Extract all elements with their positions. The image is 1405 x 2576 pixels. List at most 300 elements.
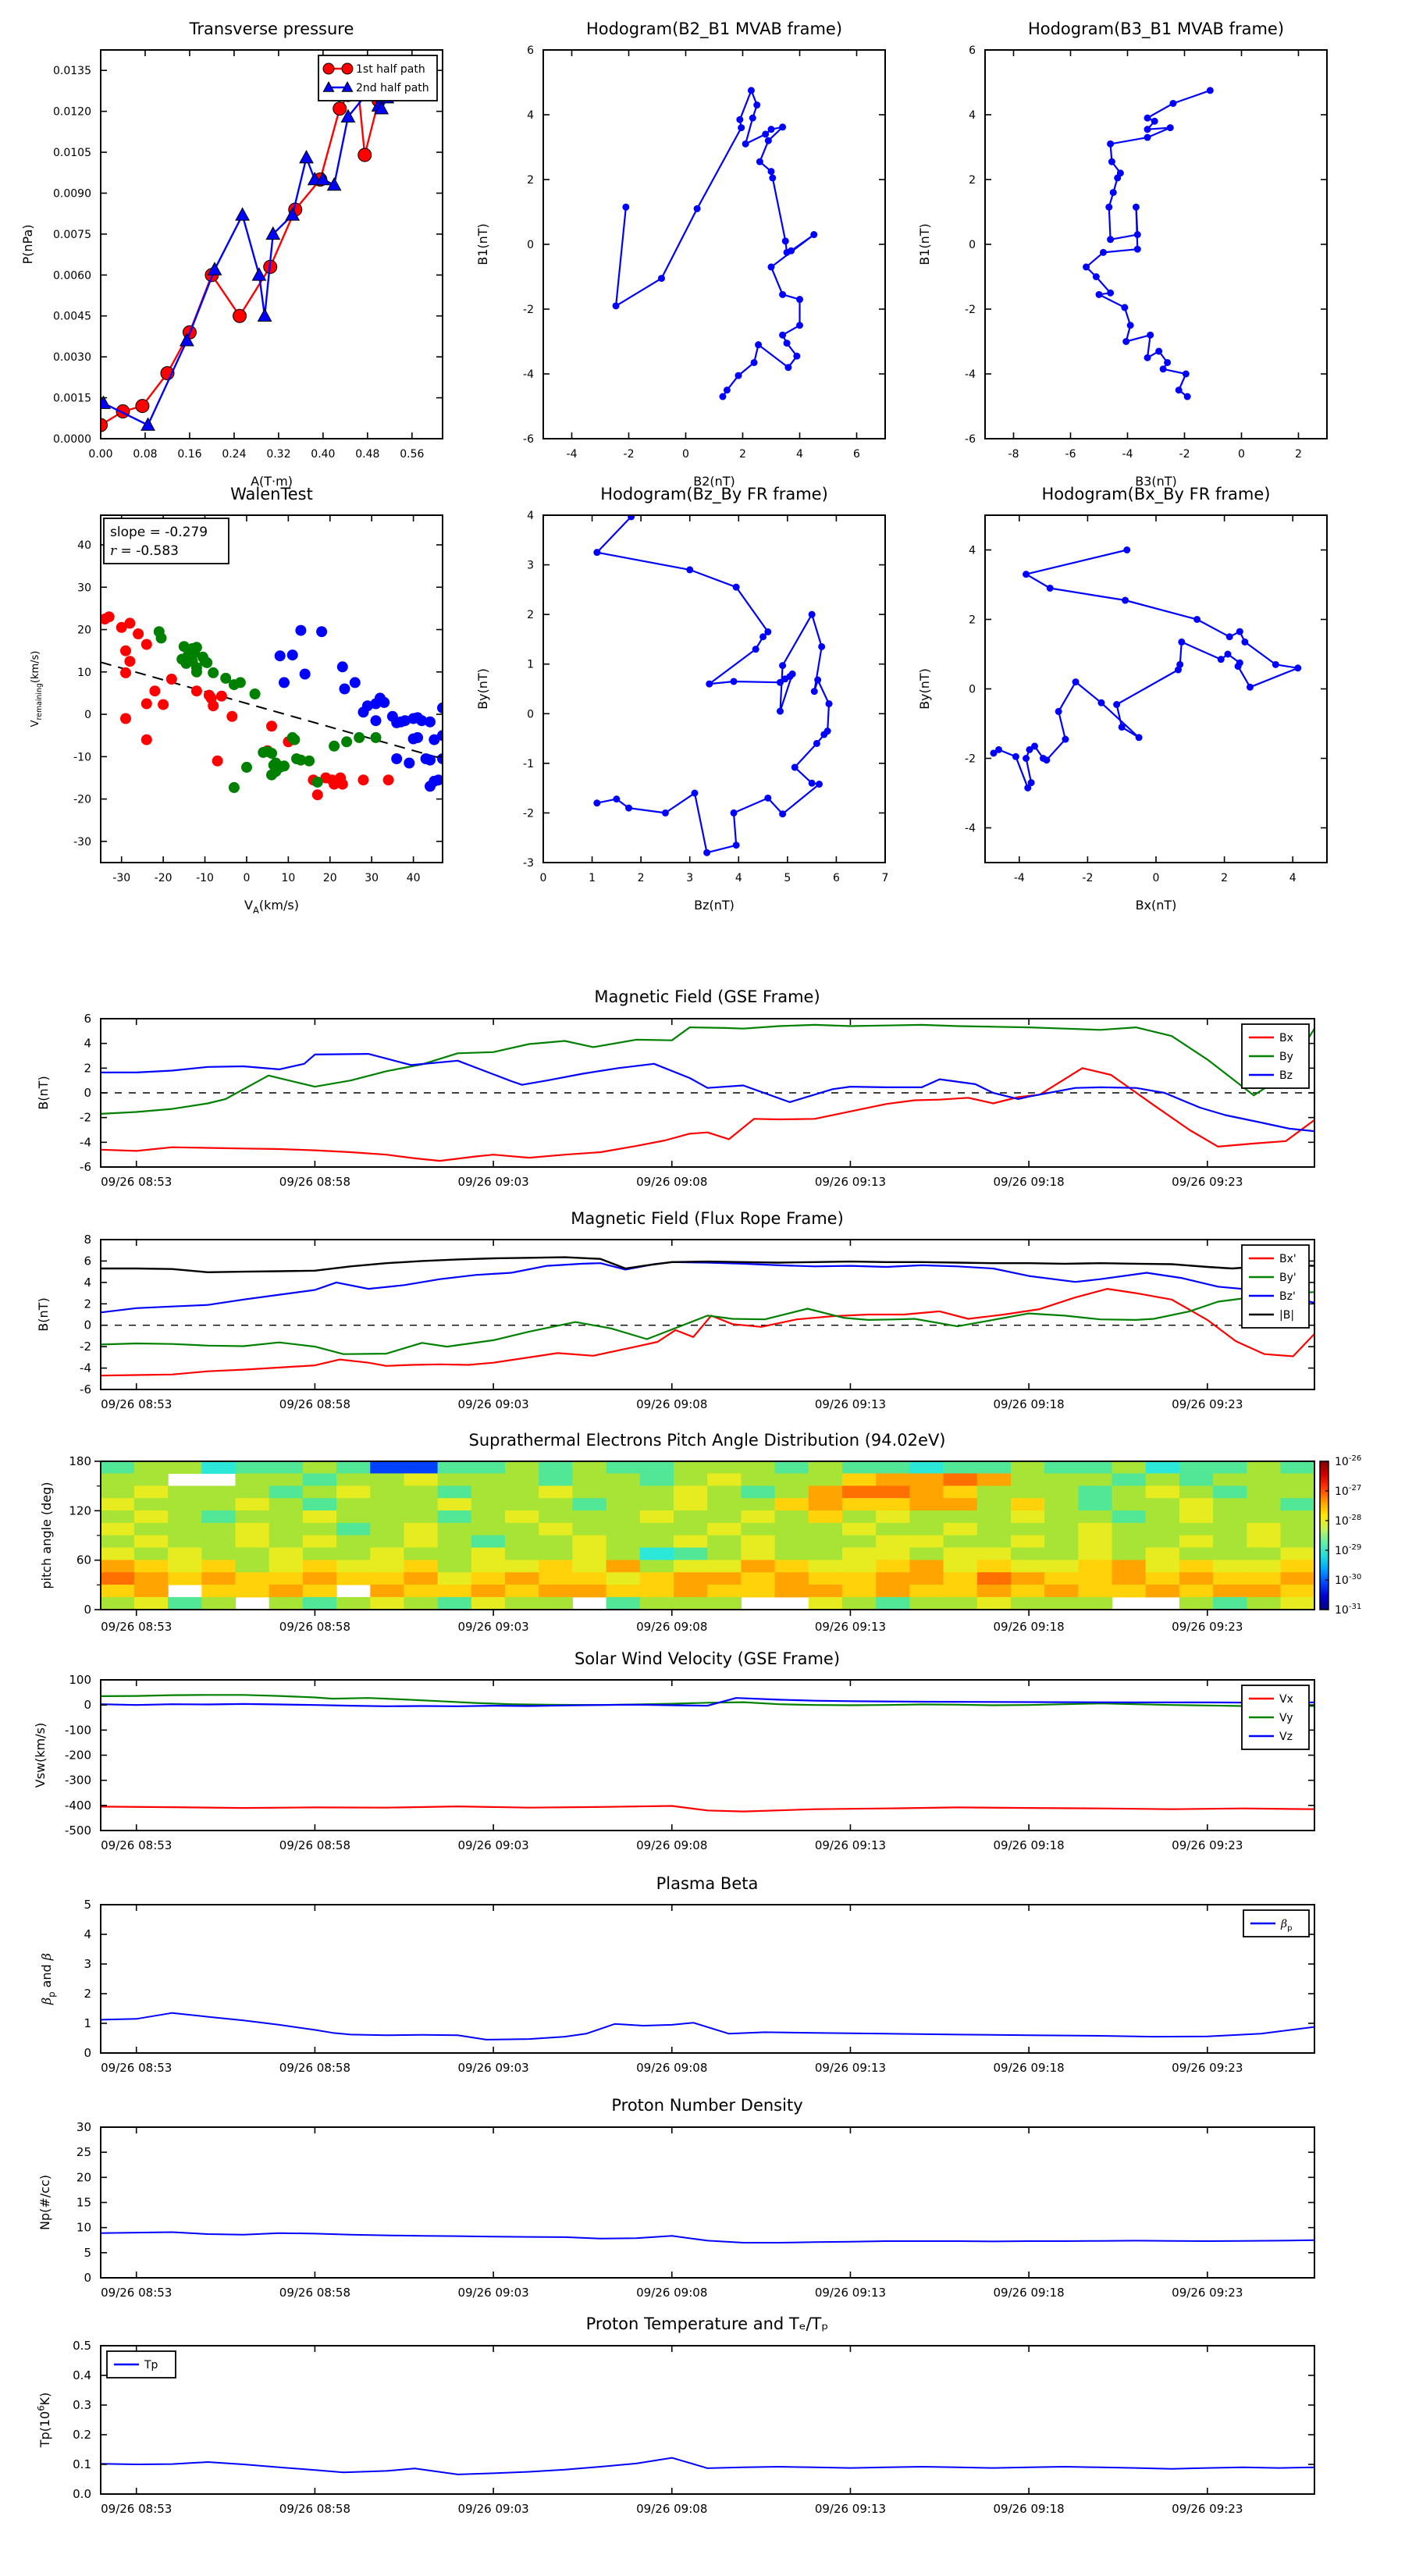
marker-dot xyxy=(736,116,743,123)
x-tick-label: -4 xyxy=(1013,872,1025,884)
x-tick-label: 09/26 09:18 xyxy=(993,1175,1065,1189)
marker-dot xyxy=(1226,633,1233,640)
annotation-line: r = -0.583 xyxy=(110,543,179,559)
y-tick-label: 2 xyxy=(969,614,976,627)
marker-dot xyxy=(1047,585,1054,592)
y-tick-label: -4 xyxy=(523,368,534,381)
y-tick-label: 2 xyxy=(84,1061,91,1076)
x-tick-label: 0 xyxy=(1238,448,1245,461)
y-tick-label: 0.0045 xyxy=(53,310,91,323)
x-tick-label: 7 xyxy=(881,872,889,884)
colorbar-tick-label: $10^{-27}$ xyxy=(1335,1484,1362,1498)
y-tick-label: 0.1 xyxy=(73,2457,91,2471)
marker-dot xyxy=(809,780,816,787)
y-tick-label: 6 xyxy=(527,44,534,57)
colorbar-tick-label: $10^{-29}$ xyxy=(1335,1543,1362,1557)
x-tick-label: 09/26 09:08 xyxy=(636,1838,708,1852)
x-tick-label: 09/26 09:03 xyxy=(457,1838,529,1852)
x-tick-label: 09/26 09:18 xyxy=(993,1397,1065,1411)
x-axis-label: A(T·m) xyxy=(251,474,293,489)
y-tick-label: 100 xyxy=(69,1673,91,1687)
marker-dot xyxy=(1169,100,1176,107)
y-tick-label: 30 xyxy=(76,2120,91,2134)
legend-label: By xyxy=(1279,1051,1293,1063)
x-tick-label: 4 xyxy=(1289,872,1297,884)
marker-dot xyxy=(826,700,833,707)
x-tick-label: 09/26 09:13 xyxy=(814,1838,887,1852)
panel-hodogram-bz-by xyxy=(475,510,888,913)
x-tick-label: -10 xyxy=(196,872,214,884)
y-tick-label: -4 xyxy=(80,1361,91,1375)
y-tick-label: 20 xyxy=(77,624,91,637)
y-tick-label: 0.5 xyxy=(73,2339,91,2353)
x-tick-label: 0.48 xyxy=(355,448,380,461)
legend-label: 1st half path xyxy=(356,63,425,76)
y-tick-label: 0.0015 xyxy=(53,392,91,405)
y-tick-label: -30 xyxy=(73,835,91,849)
marker-dot xyxy=(1247,684,1254,691)
y-axis-label: B1(nT) xyxy=(917,223,932,265)
marker-dot xyxy=(593,799,600,806)
y-axis-label: $\beta_p$ and β xyxy=(39,1952,57,2005)
marker-dot xyxy=(706,681,713,688)
y-tick-label: 2 xyxy=(969,174,976,187)
marker-dot xyxy=(1108,158,1115,165)
marker-dot xyxy=(784,364,791,371)
panel-title-proton-density: Proton Number Density xyxy=(611,2096,803,2115)
x-tick-label: -2 xyxy=(623,448,635,461)
panel-title-walen-test: WalenTest xyxy=(230,485,313,503)
y-tick-label: -1 xyxy=(523,757,534,770)
x-tick-label: 09/26 09:23 xyxy=(1172,2061,1243,2075)
marker-dot xyxy=(820,731,827,738)
panel-magnetic-field-gse xyxy=(36,1012,1314,1189)
legend-label: |B| xyxy=(1279,1309,1295,1322)
marker-dot xyxy=(1105,204,1112,211)
marker-dot xyxy=(755,341,762,348)
plot-background xyxy=(101,2127,1314,2278)
y-tick-label: 4 xyxy=(527,109,534,122)
x-tick-label: 09/26 08:53 xyxy=(101,1620,173,1634)
x-tick-label: 09/26 08:58 xyxy=(279,2286,351,2300)
colorbar-tick-label: $10^{-30}$ xyxy=(1335,1573,1362,1587)
y-tick-label: -6 xyxy=(965,433,976,446)
y-tick-label: 4 xyxy=(84,1927,91,1941)
marker-dot xyxy=(779,123,786,130)
marker-dot xyxy=(1127,322,1134,329)
x-tick-label: 0.24 xyxy=(222,448,247,461)
marker-dot xyxy=(1062,736,1069,743)
x-tick-label: 3 xyxy=(686,872,694,884)
panel-hodogram-b2-b1 xyxy=(475,44,885,489)
plot-background xyxy=(985,50,1327,439)
x-tick-label: 09/26 09:03 xyxy=(457,2502,529,2516)
marker-dot xyxy=(662,809,669,817)
marker-dot xyxy=(779,332,786,339)
marker-dot xyxy=(1176,386,1183,393)
y-tick-label: 0.0105 xyxy=(53,147,91,160)
y-tick-label: -500 xyxy=(64,1823,91,1838)
colorbar xyxy=(1320,1454,1361,1617)
x-tick-label: -30 xyxy=(112,872,131,884)
x-tick-label: -4 xyxy=(566,448,578,461)
plot-background xyxy=(101,2346,1314,2494)
y-tick-label: 2 xyxy=(84,1297,91,1311)
panel-title-hodogram-bz-by: Hodogram(Bz_By FR frame) xyxy=(600,485,828,503)
marker-dot xyxy=(990,749,997,756)
panel-magnetic-field-fr xyxy=(36,1233,1314,1411)
marker-dot xyxy=(810,231,817,238)
y-tick-label: 0 xyxy=(84,2046,91,2060)
marker-dot xyxy=(738,124,745,131)
marker-dot xyxy=(1122,338,1129,345)
x-tick-label: 09/26 09:18 xyxy=(993,2286,1065,2300)
marker-dot xyxy=(764,795,771,802)
x-tick-label: 09/26 08:53 xyxy=(101,2061,173,2075)
marker-dot xyxy=(1183,371,1190,378)
x-tick-label: -6 xyxy=(1065,448,1076,461)
legend xyxy=(107,2351,176,2378)
x-tick-label: 09/26 08:58 xyxy=(279,1838,351,1852)
marker-dot xyxy=(1134,246,1141,253)
x-tick-label: 09/26 09:18 xyxy=(993,1620,1065,1634)
y-tick-label: -6 xyxy=(523,433,534,446)
x-tick-label: 09/26 09:13 xyxy=(814,1175,887,1189)
legend-label: By' xyxy=(1279,1272,1297,1284)
x-tick-label: 0.16 xyxy=(177,448,202,461)
y-tick-label: 0 xyxy=(84,2271,91,2285)
marker-dot xyxy=(796,296,803,303)
marker-dot xyxy=(703,849,710,856)
colorbar-tick-label: $10^{-26}$ xyxy=(1335,1454,1362,1468)
x-tick-label: 09/26 09:23 xyxy=(1172,1838,1243,1852)
x-tick-label: 09/26 09:18 xyxy=(993,2502,1065,2516)
marker-circle xyxy=(233,309,247,322)
x-tick-label: 09/26 09:18 xyxy=(993,2061,1065,2075)
marker-dot xyxy=(1097,699,1104,706)
marker-dot xyxy=(1100,249,1107,256)
plot-background xyxy=(543,515,885,863)
marker-dot xyxy=(769,174,776,181)
marker-dot xyxy=(818,643,825,650)
legend-label: Bz' xyxy=(1279,1290,1296,1303)
panel-hodogram-bx-by xyxy=(917,515,1327,913)
marker-dot xyxy=(784,340,791,347)
panel-title-hodogram-b2-b1: Hodogram(B2_B1 MVAB frame) xyxy=(585,20,843,38)
x-tick-label: 6 xyxy=(853,448,860,461)
legend-label: 2nd half path xyxy=(356,82,429,94)
y-tick-label: -2 xyxy=(965,753,976,766)
y-tick-label: 4 xyxy=(969,544,976,557)
y-tick-label: 0 xyxy=(84,1318,91,1332)
y-tick-label: 120 xyxy=(69,1503,91,1518)
marker-dot xyxy=(1236,660,1243,667)
x-tick-label: 09/26 09:08 xyxy=(636,2502,708,2516)
y-tick-label: 0.0090 xyxy=(53,187,91,201)
legend-label: $\beta_p$ xyxy=(1281,1918,1293,1934)
legend xyxy=(1242,1245,1309,1328)
marker-dot xyxy=(731,809,738,817)
y-axis-label: By(nT) xyxy=(917,668,932,710)
marker-dot xyxy=(1207,87,1214,94)
y-tick-label: 4 xyxy=(84,1036,91,1051)
x-tick-label: 09/26 09:23 xyxy=(1172,2502,1243,2516)
x-tick-label: 09/26 09:13 xyxy=(814,2286,887,2300)
marker-dot xyxy=(1107,290,1114,297)
marker-dot xyxy=(1110,189,1117,196)
panel-title-magnetic-field-fr: Magnetic Field (Flux Rope Frame) xyxy=(571,1209,844,1228)
y-tick-label: 0 xyxy=(969,683,976,696)
y-tick-label: -6 xyxy=(80,1382,91,1397)
x-tick-label: 09/26 08:53 xyxy=(101,1838,173,1852)
panel-pitch-angle-heatmap xyxy=(39,1454,1361,1634)
y-tick-label: 6 xyxy=(84,1012,91,1026)
y-tick-label: 0 xyxy=(527,239,534,251)
marker-dot xyxy=(1123,546,1130,553)
x-tick-label: 10 xyxy=(281,872,296,884)
marker-dot xyxy=(1136,734,1143,741)
marker-dot xyxy=(1236,628,1243,635)
y-tick-label: -4 xyxy=(965,368,976,381)
x-tick-label: 09/26 09:13 xyxy=(814,2061,887,2075)
marker-dot xyxy=(622,204,629,211)
x-tick-label: 09/26 09:03 xyxy=(457,1397,529,1411)
panel-title-plasma-beta: Plasma Beta xyxy=(656,1874,759,1893)
x-tick-label: 09/26 08:53 xyxy=(101,1175,173,1189)
x-tick-label: 09/26 09:08 xyxy=(636,2286,708,2300)
x-tick-label: -4 xyxy=(1122,448,1133,461)
y-axis-label: $Tp(10^6K)$ xyxy=(35,2392,52,2448)
x-tick-label: 20 xyxy=(322,872,337,884)
y-tick-label: -2 xyxy=(80,1110,91,1125)
y-tick-label: 25 xyxy=(76,2145,91,2160)
annotation-box xyxy=(104,518,229,564)
annotation-line: slope = -0.279 xyxy=(110,525,208,540)
marker-dot xyxy=(759,633,767,640)
marker-dot xyxy=(1294,664,1301,671)
x-tick-label: 09/26 09:08 xyxy=(636,1620,708,1634)
panel-title-magnetic-field-gse: Magnetic Field (GSE Frame) xyxy=(594,987,820,1006)
marker-dot xyxy=(1072,678,1080,685)
y-tick-label: 0.3 xyxy=(73,2398,91,2412)
panel-walen-test xyxy=(30,515,448,916)
y-tick-label: 2 xyxy=(84,1987,91,2001)
y-tick-label: 60 xyxy=(76,1553,91,1567)
marker-dot xyxy=(593,549,600,556)
marker-dot xyxy=(1241,639,1248,646)
x-tick-label: 09/26 09:23 xyxy=(1172,1620,1243,1634)
x-tick-label: 2 xyxy=(1295,448,1302,461)
marker-dot xyxy=(691,790,698,797)
marker-dot xyxy=(1144,354,1151,361)
marker-dot xyxy=(1012,753,1019,760)
x-tick-label: 09/26 09:13 xyxy=(814,1620,887,1634)
marker-dot xyxy=(625,805,632,812)
y-axis-label: Np(#/cc) xyxy=(37,2175,52,2230)
marker-dot xyxy=(1155,347,1162,354)
panel-title-proton-temperature: Proton Temperature and Tₑ/Tₚ xyxy=(585,2314,829,2333)
legend-label: Tp xyxy=(144,2359,158,2371)
y-tick-label: 10 xyxy=(77,666,91,679)
marker-dot xyxy=(779,662,786,669)
marker-dot xyxy=(768,264,775,271)
marker-dot xyxy=(1107,141,1114,148)
panel-transverse-pressure xyxy=(20,50,443,489)
x-tick-label: -2 xyxy=(1179,448,1190,461)
marker-dot xyxy=(1121,304,1128,311)
x-tick-label: 0 xyxy=(243,872,251,884)
marker-dot xyxy=(788,247,795,254)
x-tick-label: 09/26 09:08 xyxy=(636,1175,708,1189)
marker-dot xyxy=(694,205,701,212)
marker-dot xyxy=(1040,755,1047,762)
marker-dot xyxy=(1055,708,1062,715)
marker-dot xyxy=(1184,393,1191,400)
y-axis-label: $V_{remaining}(km/s)$ xyxy=(30,650,44,728)
y-axis-label: By(nT) xyxy=(475,668,490,710)
panel-title-hodogram-b3-b1: Hodogram(B3_B1 MVAB frame) xyxy=(1027,20,1285,38)
y-tick-label: 1 xyxy=(527,658,534,671)
x-tick-label: 40 xyxy=(406,872,421,884)
panel-title-hodogram-bx-by: Hodogram(Bx_By FR frame) xyxy=(1041,485,1271,503)
marker-dot xyxy=(1096,291,1103,298)
legend xyxy=(1243,1910,1309,1937)
marker-dot xyxy=(1024,785,1031,792)
marker-dot xyxy=(613,795,620,802)
y-axis-label: B(nT) xyxy=(36,1076,51,1110)
y-tick-label: -2 xyxy=(523,304,534,316)
y-tick-label: 15 xyxy=(76,2195,91,2210)
y-tick-label: 0.0135 xyxy=(53,65,91,78)
x-tick-label: 09/26 09:23 xyxy=(1172,1397,1243,1411)
x-tick-label: 0 xyxy=(539,872,547,884)
plot-background xyxy=(543,50,885,439)
x-tick-label: -2 xyxy=(1082,872,1094,884)
x-tick-label: 09/26 09:23 xyxy=(1172,1175,1243,1189)
legend xyxy=(1242,1024,1309,1088)
marker-dot xyxy=(1093,273,1100,280)
marker-dot xyxy=(753,101,760,109)
marker-dot xyxy=(779,291,786,298)
marker-dot xyxy=(628,513,635,520)
y-tick-label: 6 xyxy=(969,44,976,57)
legend-label: Vy xyxy=(1279,1712,1293,1724)
marker-dot xyxy=(1224,651,1231,658)
marker-dot xyxy=(733,584,740,591)
x-tick-label: 0.08 xyxy=(133,448,158,461)
x-tick-label: 0 xyxy=(1152,872,1160,884)
marker-dot xyxy=(1114,174,1121,181)
marker-dot xyxy=(811,688,818,695)
marker-circle xyxy=(342,63,353,74)
y-tick-label: -400 xyxy=(64,1798,91,1813)
marker-dot xyxy=(742,141,749,148)
marker-dot xyxy=(1133,204,1140,211)
marker-dot xyxy=(1175,667,1182,674)
marker-dot xyxy=(1144,126,1151,133)
x-tick-label: 2 xyxy=(739,448,746,461)
y-tick-label: 20 xyxy=(76,2170,91,2185)
marker-dot xyxy=(1147,332,1154,339)
x-axis-label: B2(nT) xyxy=(693,474,735,489)
marker-dot xyxy=(1134,231,1141,238)
marker-dot xyxy=(1193,616,1200,623)
x-tick-label: 09/26 08:58 xyxy=(279,1397,351,1411)
marker-dot xyxy=(724,386,731,393)
legend xyxy=(1242,1685,1309,1749)
marker-dot xyxy=(1122,597,1129,604)
y-tick-label: 0.0030 xyxy=(53,351,91,365)
marker-dot xyxy=(1178,639,1185,646)
y-tick-label: -300 xyxy=(64,1773,91,1788)
marker-dot xyxy=(796,322,803,329)
x-tick-label: 09/26 08:53 xyxy=(101,2502,173,2516)
y-tick-label: -10 xyxy=(73,751,91,764)
marker-dot xyxy=(613,302,620,309)
marker-circle xyxy=(323,63,334,74)
marker-dot xyxy=(791,763,799,770)
y-tick-label: 2 xyxy=(527,609,534,622)
x-tick-label: 09/26 09:18 xyxy=(993,1838,1065,1852)
x-tick-label: 1 xyxy=(589,872,596,884)
y-axis-label: pitch angle (deg) xyxy=(39,1482,54,1589)
x-tick-label: 09/26 09:03 xyxy=(457,2061,529,2075)
marker-dot xyxy=(1023,755,1030,762)
colorbar-tick-label: $10^{-28}$ xyxy=(1335,1514,1362,1528)
marker-dot xyxy=(1218,656,1225,663)
x-tick-label: -20 xyxy=(154,872,173,884)
marker-dot xyxy=(1144,134,1151,141)
marker-dot xyxy=(782,237,789,244)
y-tick-label: 2 xyxy=(527,174,534,187)
x-tick-label: 09/26 08:53 xyxy=(101,1397,173,1411)
y-tick-label: -2 xyxy=(80,1340,91,1354)
y-axis-label: Vsw(km/s) xyxy=(33,1722,48,1788)
x-tick-label: 5 xyxy=(784,872,791,884)
marker-dot xyxy=(768,126,775,133)
y-tick-label: 180 xyxy=(69,1454,91,1468)
y-tick-label: 0 xyxy=(527,708,534,721)
y-tick-label: 0 xyxy=(969,239,976,251)
marker-circle xyxy=(358,148,372,162)
plot-background xyxy=(101,1905,1314,2053)
marker-dot xyxy=(813,740,820,747)
x-tick-label: 09/26 08:53 xyxy=(101,2286,173,2300)
x-tick-label: 09/26 09:08 xyxy=(636,2061,708,2075)
y-tick-label: 10 xyxy=(76,2220,91,2235)
marker-dot xyxy=(1119,724,1126,731)
panel-proton-density xyxy=(37,2120,1314,2300)
marker-dot xyxy=(751,359,758,366)
y-tick-label: 0.0 xyxy=(73,2487,91,2501)
y-tick-label: 0.0075 xyxy=(53,228,91,241)
y-tick-label: 3 xyxy=(84,1957,91,1971)
x-tick-label: 2 xyxy=(637,872,645,884)
marker-dot xyxy=(768,168,775,175)
x-tick-label: 09/26 09:03 xyxy=(457,2286,529,2300)
y-tick-label: 4 xyxy=(969,109,976,122)
plot-area xyxy=(101,1461,1315,1610)
x-tick-label: 09/26 09:03 xyxy=(457,1620,529,1634)
marker-dot xyxy=(777,708,784,715)
x-tick-label: 4 xyxy=(796,448,803,461)
y-axis-label: B1(nT) xyxy=(475,223,490,265)
y-tick-label: 4 xyxy=(527,510,534,522)
y-tick-label: -4 xyxy=(80,1135,91,1150)
marker-dot xyxy=(1113,701,1120,708)
y-tick-label: 4 xyxy=(84,1275,91,1290)
marker-dot xyxy=(793,353,800,360)
